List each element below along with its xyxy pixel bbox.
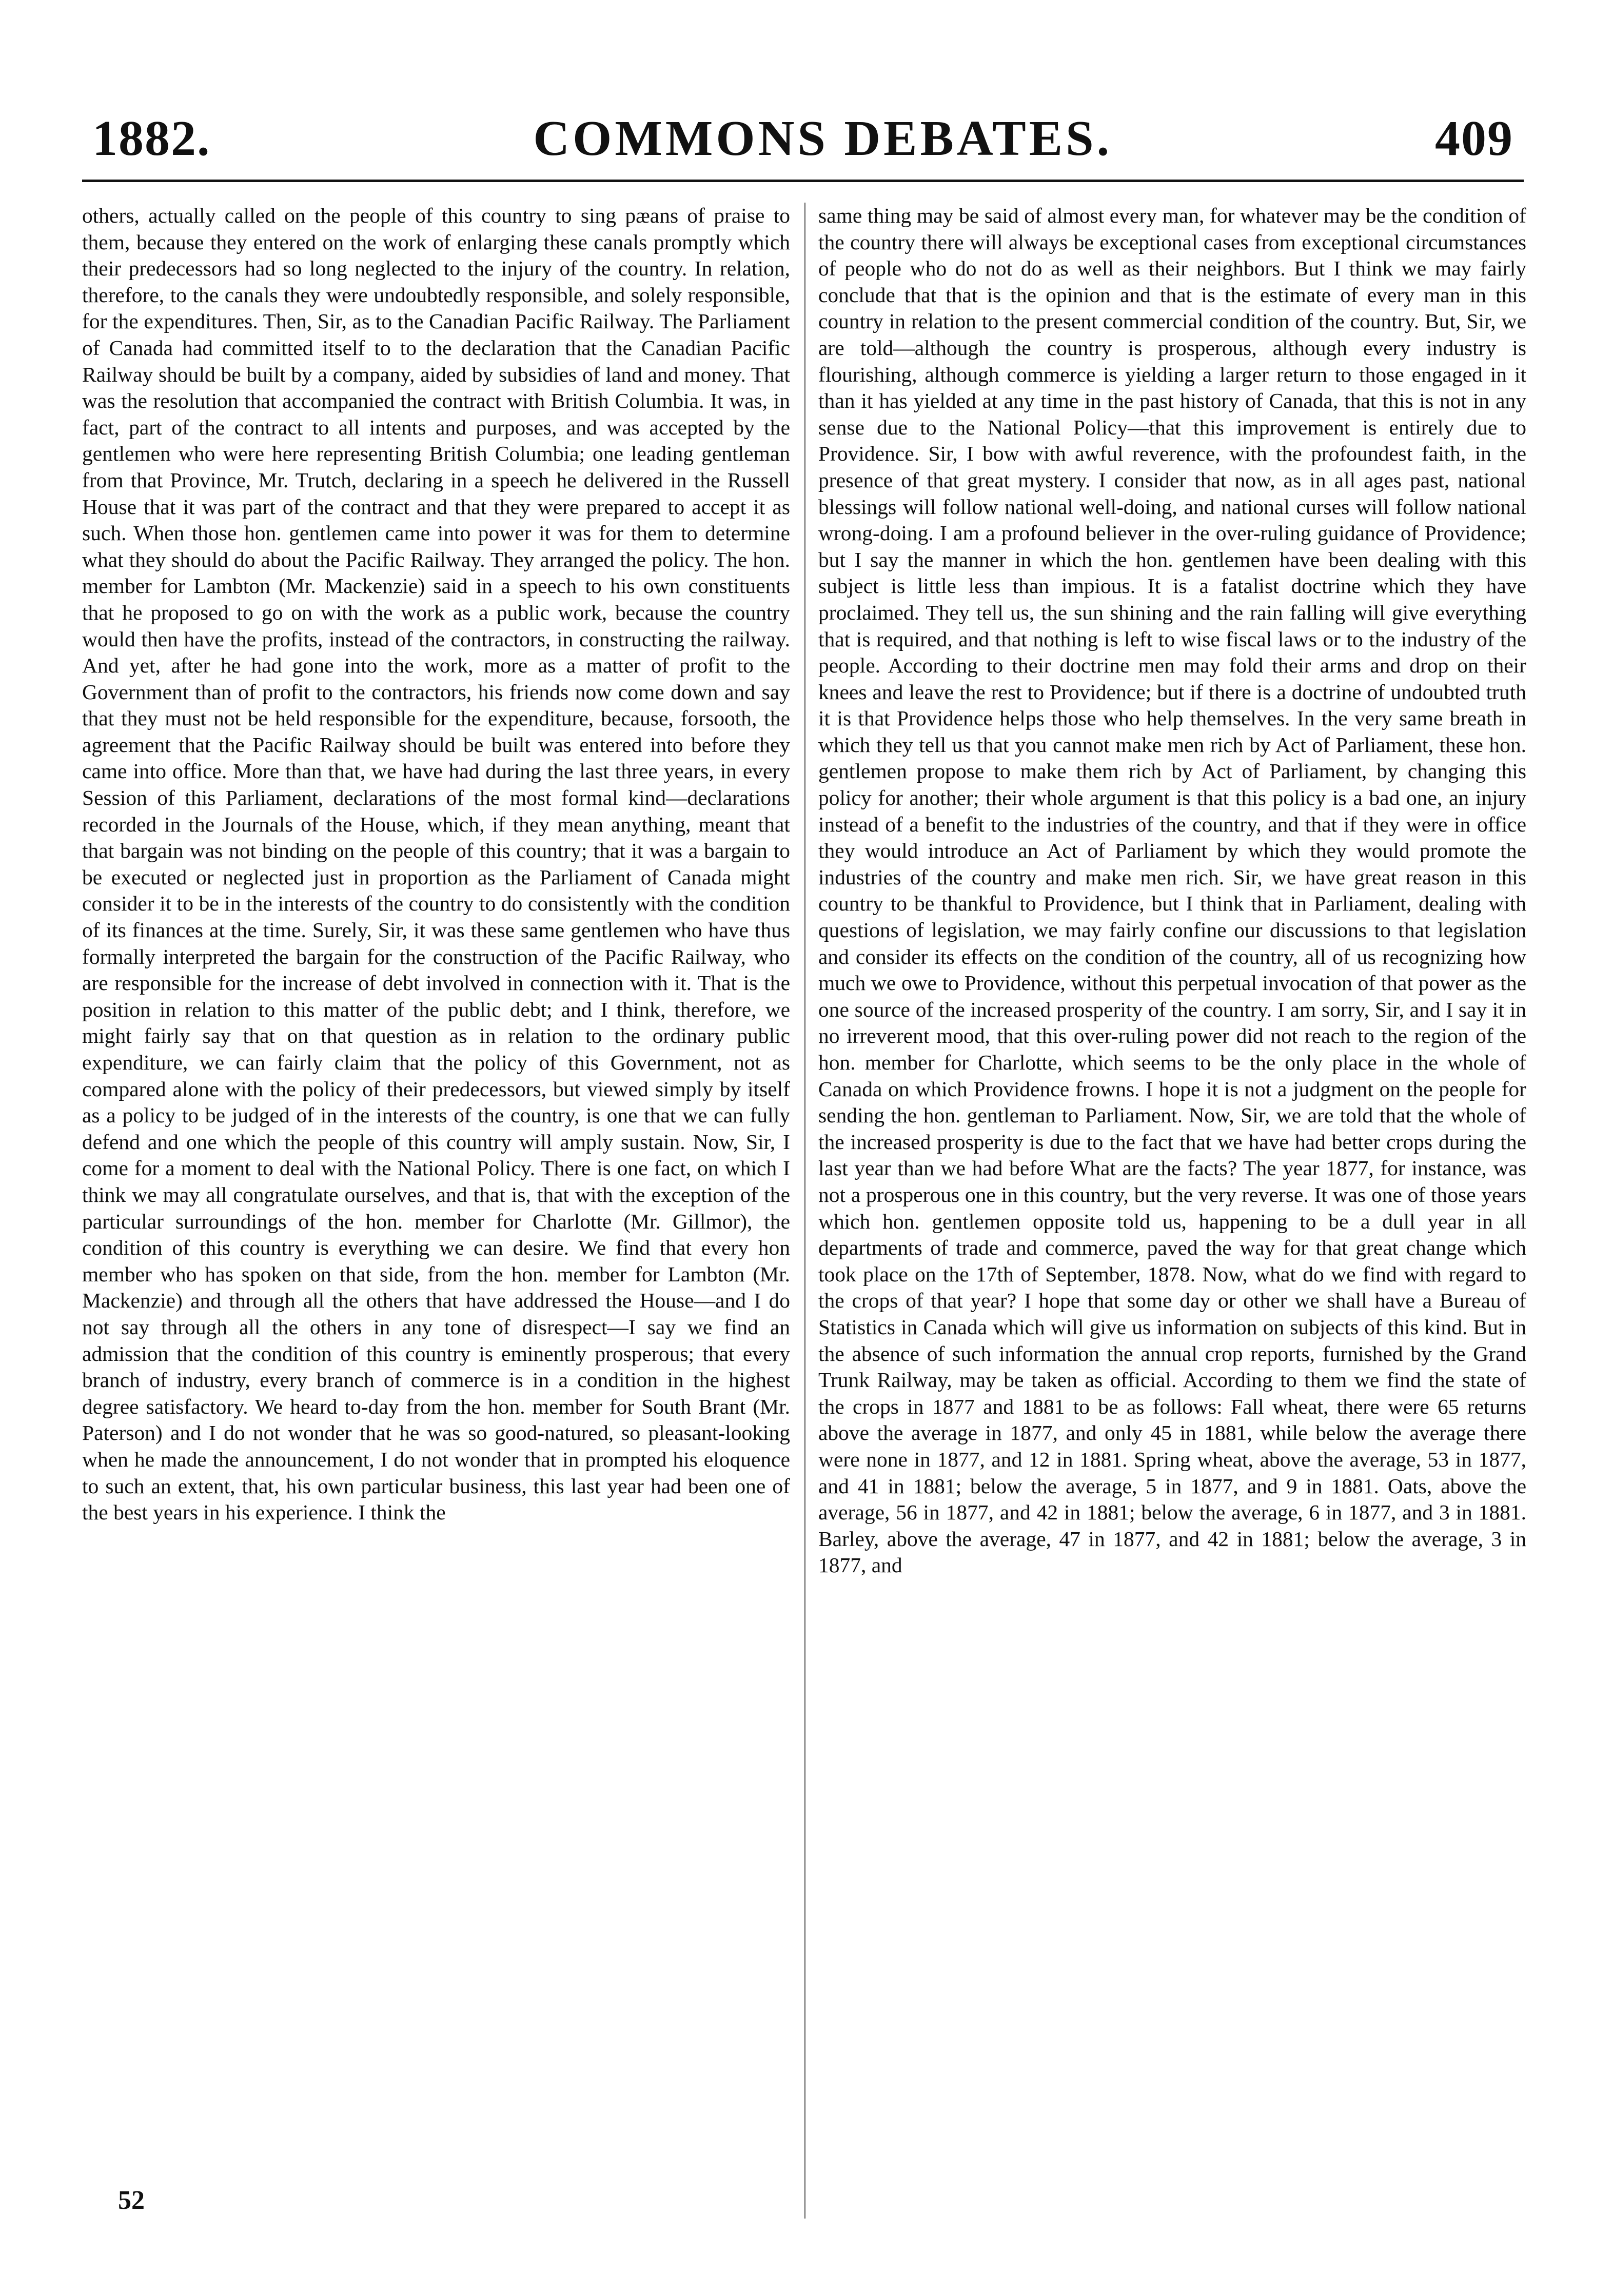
right-column-text: same thing may be said of almost every man, for whatever may be the condition of the country there will always be exceptional cases from exceptional circumstances of people who do not do as well as their neighbors. But I think we may fairly conclude that that is the opinion and that is the estimate of every man in this country in relation to the present commercial condition of the country. But, Sir, we are told—although the country is prosperous, although every industry is flourishing, although commerce is yielding a larger return to those engaged in it than it has yielded at any time in the past history of Canada, that this is not in any sense due to the National Policy—that this improvement is entirely due to Providence. Sir, I bow with awful reverence, with the profoundest faith, in the presence of that great mystery. I consider that now, as in all ages past, national blessings will follow national well-doing, and national curses will follow national wrong-doing. I am a profound believer in the over-ruling guidance of Providence; but I say the manner in which the hon. gentlemen have been dealing with this subject is little less than impious. It is a fatalist doctrine which they have proclaimed. They tell us, the sun shining and the rain falling will give everything that is required, and that nothing is left to wise fiscal laws or to the industry of the people. According to their doctrine men may fold their arms and drop on their knees and leave the rest to Providence; but if there is a doctrine of undoubted truth it is that Providence helps those who help themselves. In the very same breath in which they tell us that you cannot make men rich by Act of Parliament, these hon. gentlemen propose to make them rich by Act of Parliament, by changing this policy for another; their whole argument is that this policy is a bad one, an injury instead of a benefit to the industries of the country, and that if they were in office they would introduce an Act of Parliament by which they would promote the industries of the country and make men rich. Sir, we have great reason in this country to be thankful to Providence, but I think that in Parliament, dealing with questions of legislation, we may fairly confine our discussions to that legislation and consider its effects on the condition of the country, all of us recognizing how much we owe to Providence, without this perpetual invocation of that power as the one source of the increased prosperity of the country. I am sorry, Sir, and I say it in no irreverent mood, that this over-ruling power did not reach to the region of the hon. member for Charlotte, which seems to be the only place in the whole of Canada on which Providence frowns. I hope it is not a judgment on the people for sending the hon. gentleman to Parliament. Now, Sir, we are told that the whole of the increased prosperity is due to the fact that we have had better crops during the last year than we had before What are the facts? The year 1877, for instance, was not a prosperous one in this country, but the very reverse. It was one of those years which hon. gentlemen opposite told us, happening to be a dull year in all departments of trade and commerce, paved the way for that great change which took place on the 17th of September, 1878. Now, what do we find with regard to the crops of that year? I hope that some day or other we shall have a Bureau of Statistics in Canada which will give us information on subjects of this kind. But in the absence of such information the annual crop reports, furnished by the Grand Trunk Railway, may be taken as official. According to them we find the state of the crops in 1877 and 1881 to be as follows: Fall wheat, there were 65 returns above the average in 1877, and only 45 in 1881, while below the average there were none in 1877, and 12 in 1881. Spring wheat, above the average, 53 in 1877, and 41 in 1881; below the average, 5 in 1877, and 9 in 1881. Oats, above the average, 56 in 1877, and 42 in 1881; below the average, 6 in 1877, and 3 in 1881. Barley, above the average, 47 in 1877, and 42 in 1881; below the average, 3 in 1877, and xyxy=(818,204,1526,1577)
running-head xyxy=(82,103,1524,174)
signature-mark: 52 xyxy=(118,2186,145,2215)
header-rule xyxy=(82,180,1524,182)
header-year: 1882. xyxy=(92,111,211,166)
page xyxy=(82,103,1524,2247)
left-column xyxy=(82,203,790,2219)
text-columns xyxy=(82,203,1524,2219)
right-column xyxy=(818,203,1526,2219)
column-divider xyxy=(804,203,805,2219)
header-page-number: 409 xyxy=(1434,111,1513,166)
header-title: COMMONS DEBATES. xyxy=(533,111,1113,166)
left-column-text: others, actually called on the people of this country to sing pæans of praise to them, because they entered on the work of enlarging these canals promptly which their predecessors had so long neglected to the injury of the country. In relation, therefore, to the canals they were undoubtedly responsible, and solely responsible, for the expenditures. Then, Sir, as to the Canadian Pacific Railway. The Parliament of Canada had committed itself to to the declaration that the Canadian Pacific Railway should be built by a company, aided by subsidies of land and money. That was the resolution that accompanied the contract with British Columbia. It was, in fact, part of the contract to all intents and purposes, and was accepted by the gentlemen who were here representing British Columbia; one leading gentleman from that Province, Mr. Trutch, declaring in a speech he delivered in the Russell House that it was part of the contract and that they were prepared to accept it as such. When those hon. gentlemen came into power it was for them to determine what they should do about the Pacific Railway. They arranged the policy. The hon. member for Lambton (Mr. Mackenzie) said in a speech to his own constituents that he proposed to go on with the work as a public work, because the country would then have the profits, instead of the contractors, in constructing the railway. And yet, after he had gone into the work, more as a matter of profit to the Government than of profit to the contractors, his friends now come down and say that they must not be held responsible for the expenditure, because, forsooth, the agreement that the Pacific Railway should be built was entered into before they came into office. More than that, we have had during the last three years, in every Session of this Parliament, declarations of the most formal kind—declarations recorded in the Journals of the House, which, if they mean anything, meant that that bargain was not binding on the people of this country; that it was a bargain to be executed or neglected just in proportion as the Parliament of Canada might consider it to be in the interests of the country to do consistently with the condition of its finances at the time. Surely, Sir, it was these same gentlemen who have thus formally interpreted the bargain for the construction of the Pacific Railway, who are responsible for the increase of debt involved in connection with it. That is the position in relation to this matter of the public debt; and I think, therefore, we might fairly say that on that question as in relation to the ordinary public expenditure, we can fairly claim that the policy of this Government, not as compared alone with the policy of their predecessors, but viewed simply by itself as a policy to be judged of in the interests of the country, is one that we can fully defend and one which the people of this country will amply sustain. Now, Sir, I come for a moment to deal with the National Policy. There is one fact, on which I think we may all congratulate ourselves, and that is, that with the exception of the particular surroundings of the hon. member for Charlotte (Mr. Gillmor), the condition of this country is everything we can desire. We find that every hon member who has spoken on that side, from the hon. member for Lambton (Mr. Mackenzie) and through all the others that have addressed the House—and I do not say through all the others in any tone of disrespect—I say we find an admission that the condition of this country is eminently prosperous; that every branch of industry, every branch of commerce is in a condition in the highest degree satisfactory. We heard to-day from the hon. member for South Brant (Mr. Paterson) and I do not wonder that he was so good-natured, so pleasant-looking when he made the announcement, I do not wonder that in prompted his eloquence to such an extent, that, his own particular business, this last year had been one of the best years in his experience. I think the xyxy=(82,204,790,1525)
